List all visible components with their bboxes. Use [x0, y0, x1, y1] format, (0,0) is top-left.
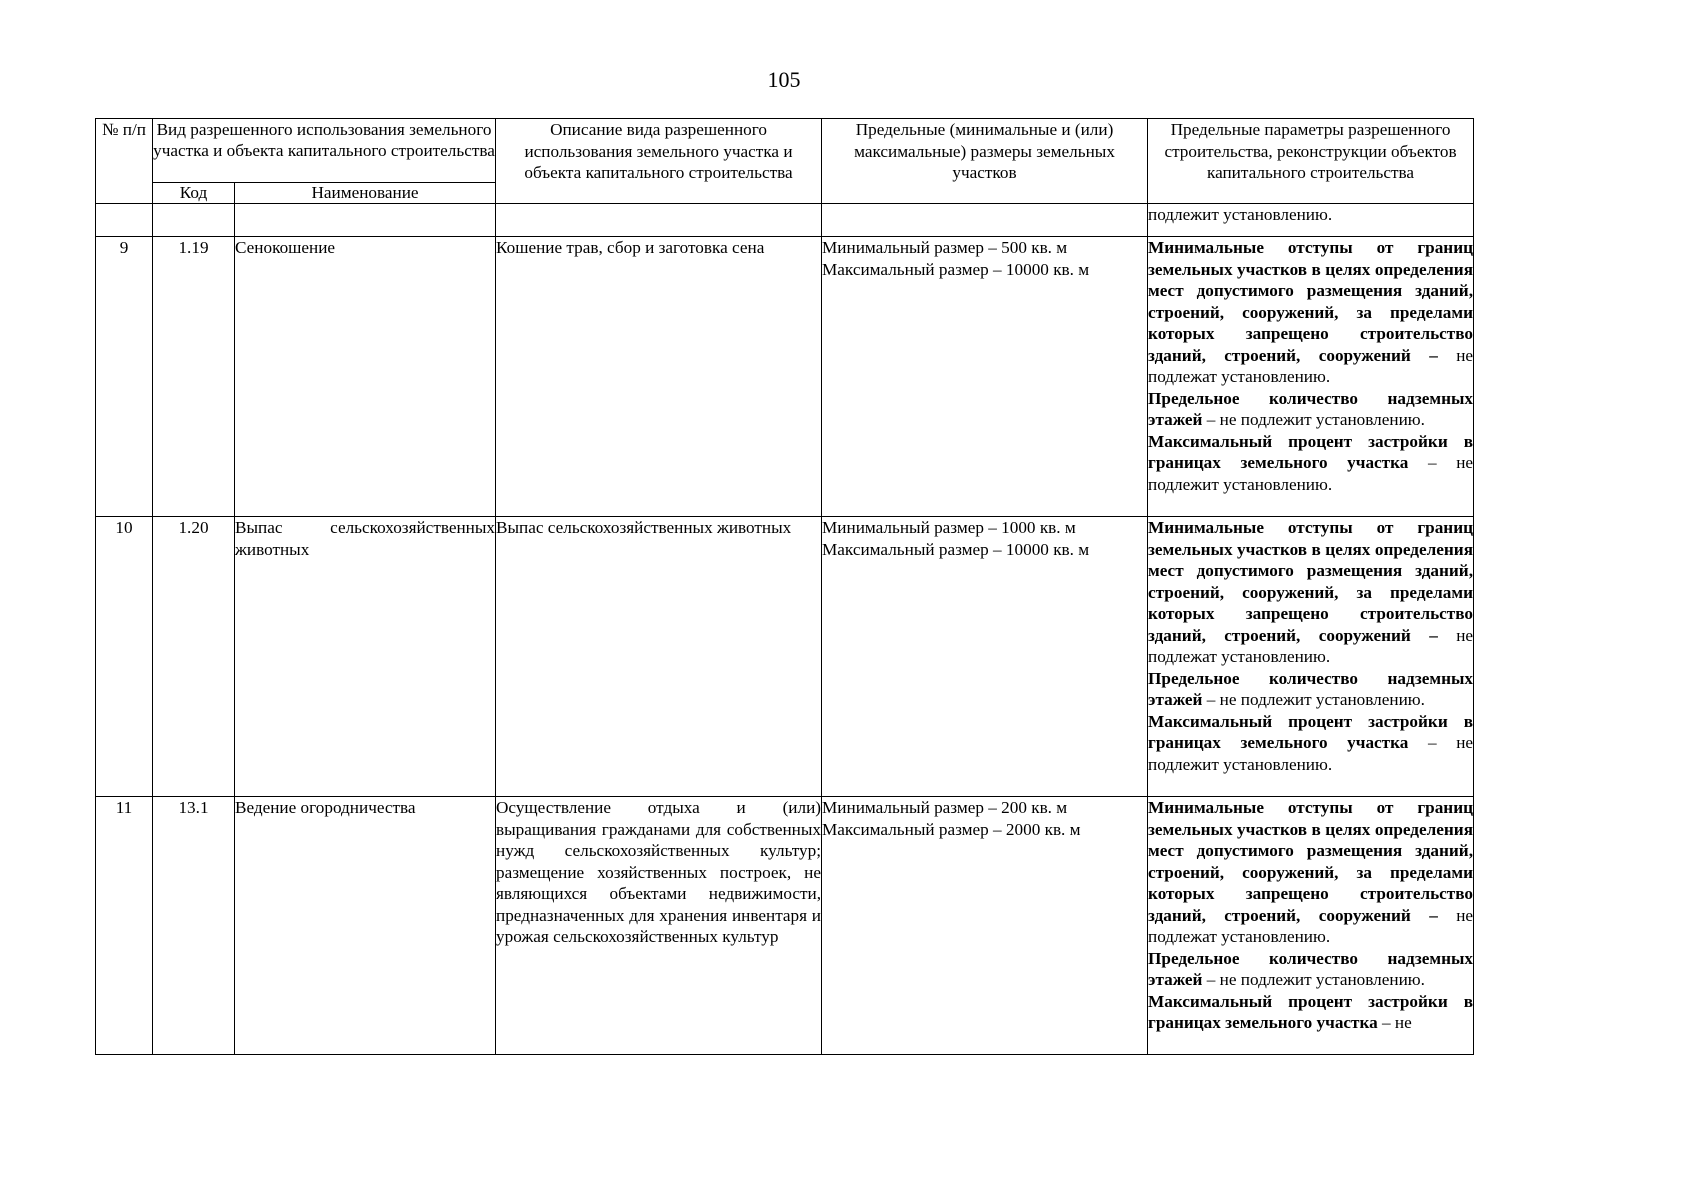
cell-num: 9 — [96, 237, 153, 517]
size-max: Максимальный размер – 2000 кв. м — [822, 819, 1081, 839]
params-floors-label: Предельное количество надземных этажей — [1148, 388, 1474, 429]
header-description: Описание вида разрешенного использования земельного участка и объекта капитального строительства — [496, 119, 822, 204]
cell-name: Выпас сельскохозяйственных животных — [235, 517, 496, 797]
params-coverage-label: Максимальный процент застройки в границах земельного участка — [1148, 991, 1474, 1032]
cell-params: подлежит установлению. — [1148, 204, 1474, 237]
header-num: № п/п — [96, 119, 153, 204]
land-use-table — [95, 118, 1474, 1055]
size-min: Минимальный размер – 1000 кв. м — [822, 518, 1076, 537]
cell-num: 11 — [96, 797, 153, 1055]
cell-size — [822, 204, 1148, 237]
params-floors-label: Предельное количество надземных этажей — [1148, 668, 1474, 709]
cell-name: Ведение огородничества — [235, 797, 496, 1055]
header-build-params: Предельные параметры разрешенного строительства, реконструкции объектов капитального строительства — [1148, 119, 1474, 204]
params-setback-label: Минимальные отступы от границ земельных участков в целях определения мест допустимого размещения зданий, строений, сооружений, за пределами которых запрещено строительство зданий, строений, сооружений – — [1148, 518, 1474, 645]
cell-name: Сенокошение — [235, 237, 496, 517]
cell-code: 1.19 — [153, 237, 235, 517]
cell-code: 13.1 — [153, 797, 235, 1055]
cell-size — [822, 797, 1148, 1055]
cell-params — [1148, 517, 1474, 797]
size-max: Максимальный размер – 10000 кв. м — [822, 259, 1090, 279]
table-row — [96, 797, 1474, 1055]
size-max: Максимальный размер – 10000 кв. м — [822, 539, 1090, 559]
cell-size — [822, 237, 1148, 517]
params-floors-value: – не подлежит установлению. — [1206, 410, 1425, 429]
header-row-top — [96, 119, 1474, 183]
params-floors-label: Предельное количество надземных этажей — [1148, 948, 1474, 989]
header-name: Наименование — [235, 183, 496, 204]
header-use-kind: Вид разрешенного использования земельного участка и объекта капитального строительства — [153, 119, 496, 183]
cell-description: Кошение трав, сбор и заготовка сена — [496, 237, 822, 517]
params-floors-value: – не подлежит установлению. — [1206, 690, 1425, 709]
params-coverage-value-cut: – не — [1382, 1013, 1412, 1032]
params-coverage-label: Максимальный процент застройки в границах земельного участка — [1148, 711, 1474, 752]
cell-code: 1.20 — [153, 517, 235, 797]
size-min: Минимальный размер – 500 кв. м — [822, 238, 1068, 257]
cell-description — [496, 204, 822, 237]
cell-name — [235, 204, 496, 237]
params-coverage-value: – не подлежит установлению. — [1148, 453, 1474, 494]
params-setback-label: Минимальные отступы от границ земельных участков в целях определения мест допустимого размещения зданий, строений, сооружений, за пределами которых запрещено строительство зданий, строений, сооружений – — [1148, 798, 1474, 925]
table-row — [96, 237, 1474, 517]
page-number: 105 — [767, 67, 801, 92]
cell-description: Выпас сельскохозяйственных животных — [496, 517, 822, 797]
params-setback-value: не подлежат установлению. — [1148, 905, 1474, 946]
params-setback-value: не подлежат установлению. — [1148, 345, 1474, 386]
table-row — [96, 517, 1474, 797]
params-setback-value: не подлежат установлению. — [1148, 625, 1474, 666]
table-row-continuation — [96, 204, 1474, 237]
cell-params — [1148, 797, 1474, 1055]
cell-num — [96, 204, 153, 237]
cell-size — [822, 517, 1148, 797]
cell-num: 10 — [96, 517, 153, 797]
params-setback-label: Минимальные отступы от границ земельных участков в целях определения мест допустимого размещения зданий, строений, сооружений, за пределами которых запрещено строительство зданий, строений, сооружений – — [1148, 238, 1474, 365]
params-floors-value: – не подлежит установлению. — [1206, 970, 1425, 989]
params-coverage-value: – не подлежит установлению. — [1148, 733, 1474, 774]
cell-params — [1148, 237, 1474, 517]
header-plot-size: Предельные (минимальные и (или) максимальные) размеры земельных участков — [822, 119, 1148, 204]
cell-code — [153, 204, 235, 237]
params-coverage-label: Максимальный процент застройки в границах земельного участка — [1148, 431, 1474, 472]
header-code: Код — [153, 183, 235, 204]
cell-description: Осуществление отдыха и (или) выращивания гражданами для собственных нужд сельскохозяйственных культур; размещение хозяйственных построек, не являющихся объектами недвижимости, предназначенных для хранения инвентаря и урожая сельскохозяйственных культур — [496, 797, 822, 1055]
size-min: Минимальный размер – 200 кв. м — [822, 798, 1068, 817]
